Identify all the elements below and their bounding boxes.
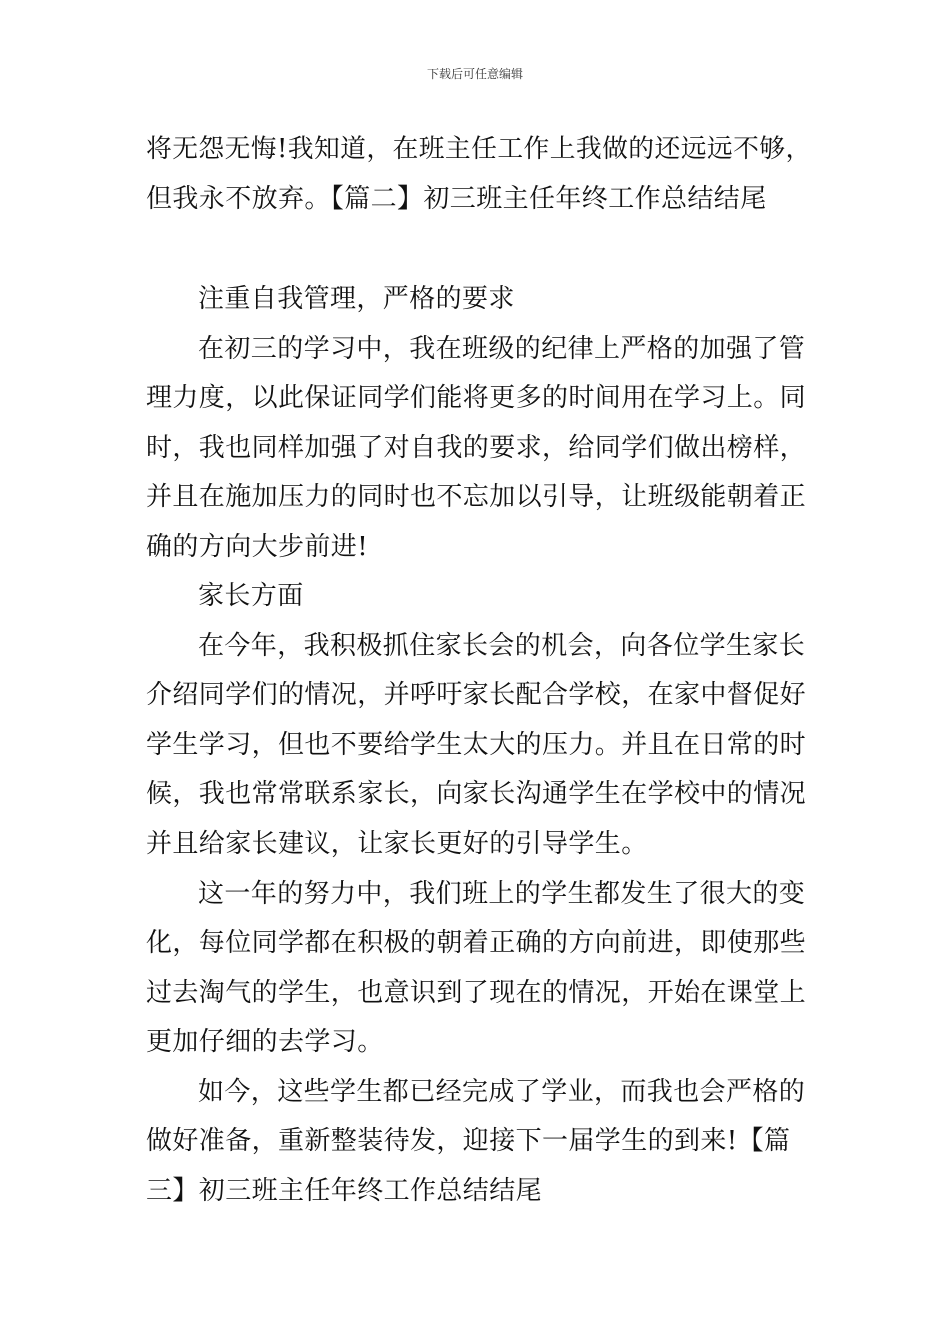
body-text-line: 并且给家长建议，让家长更好的引导学生。 <box>146 829 648 859</box>
body-text-line: 候，我也常常联系家长，向家长沟通学生在学校中的情况 <box>146 779 807 809</box>
body-text-line: 并且在施加压力的同时也不忘加以引导，让班级能朝着正 <box>146 482 807 512</box>
body-text-line: 但我永不放弃。【篇二】初三班主任年终工作总结结尾 <box>146 184 767 214</box>
body-text-line: 介绍同学们的情况，并呼吁家长配合学校，在家中督促好 <box>146 680 807 710</box>
body-text-line: 在今年，我积极抓住家长会的机会，向各位学生家长 <box>198 631 806 661</box>
body-text-line: 如今，这些学生都已经完成了学业，而我也会严格的 <box>198 1077 806 1107</box>
section-heading: 注重自我管理，严格的要求 <box>198 284 515 314</box>
body-text-line: 更加仔细的去学习。 <box>146 1027 384 1057</box>
body-text-line: 在初三的学习中，我在班级的纪律上严格的加强了管 <box>198 334 806 364</box>
body-text-line: 做好准备，重新整装待发，迎接下一届学生的到来!【篇 <box>146 1126 791 1156</box>
body-text-line: 过去淘气的学生，也意识到了现在的情况，开始在课堂上 <box>146 978 807 1008</box>
body-text-line: 三】初三班主任年终工作总结结尾 <box>146 1176 543 1206</box>
body-text-line: 这一年的努力中，我们班上的学生都发生了很大的变 <box>198 879 806 909</box>
body-text-line: 化，每位同学都在积极的朝着正确的方向前进，即使那些 <box>146 928 807 958</box>
body-text-line: 学生学习，但也不要给学生太大的压力。并且在日常的时 <box>146 730 807 760</box>
body-text-line: 确的方向大步前进! <box>146 532 369 562</box>
page-header: 下载后可任意编辑 <box>426 67 523 81</box>
body-text-line: 时，我也同样加强了对自我的要求，给同学们做出榜样， <box>146 433 807 463</box>
section-heading: 家长方面 <box>198 581 304 611</box>
body-text-line: 将无怨无悔!我知道，在班主任工作上我做的还远远不够， <box>146 134 812 164</box>
body-text-line: 理力度，以此保证同学们能将更多的时间用在学习上。同 <box>146 383 807 413</box>
